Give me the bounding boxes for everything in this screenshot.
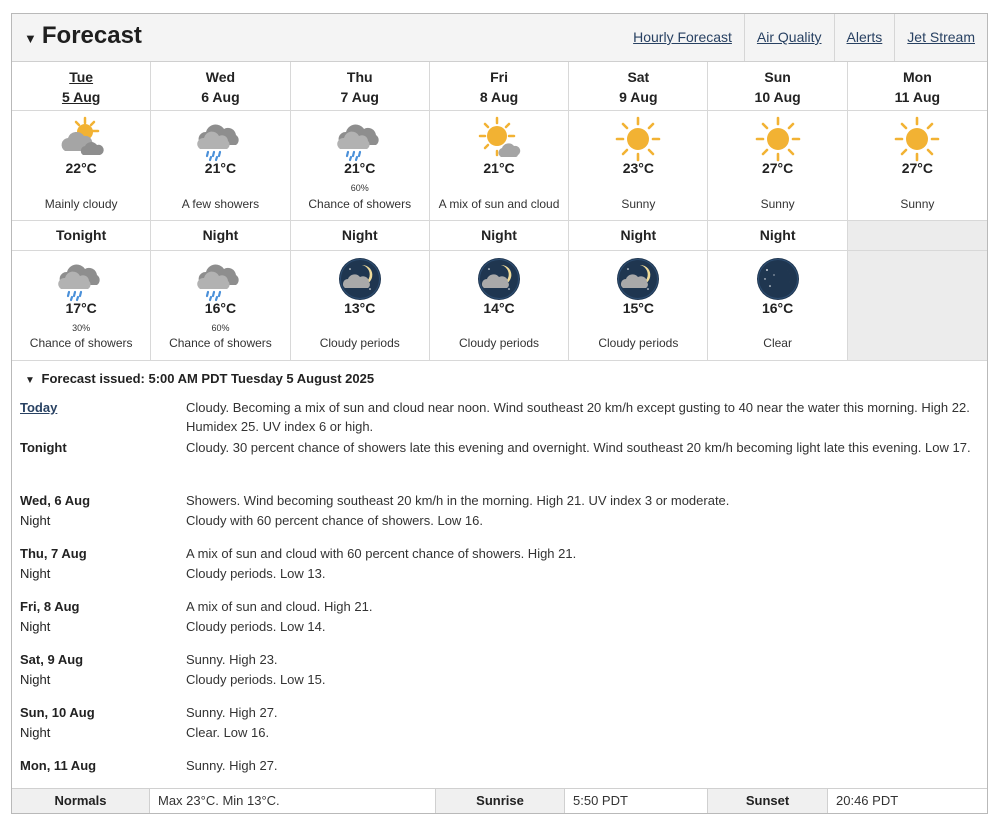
alerts-link[interactable]: Alerts: [834, 14, 895, 61]
day-temperature: 27°C: [901, 160, 934, 176]
day-date: 7 Aug: [340, 89, 379, 105]
rain-cloud-icon: [196, 255, 244, 303]
day-forecast-cell: [848, 111, 987, 221]
detail-text: A mix of sun and cloud with 60 percent chance of showers. High 21.: [186, 546, 577, 561]
night-header: Night: [569, 221, 708, 251]
night-forecast-cell: [151, 251, 290, 361]
precip-chance: 60%: [211, 323, 230, 333]
day-name: Fri: [490, 69, 508, 85]
normals-value: Max 23°C. Min 13°C.: [150, 789, 436, 813]
night-temperature: 15°C: [622, 300, 654, 316]
detail-text: Cloudy periods. Low 13.: [186, 566, 326, 581]
night-forecast-cell: [569, 251, 708, 361]
day-header: [708, 62, 847, 111]
jet-stream-link[interactable]: Jet Stream: [894, 14, 987, 61]
detail-text: Cloudy periods. Low 15.: [186, 672, 326, 687]
detail-text: Sunny. High 27.: [186, 705, 278, 720]
forecast-panel: [11, 13, 988, 814]
day-name: Thu: [346, 69, 373, 85]
detail-text: Cloudy. Becoming a mix of sun and cloud near noon. Wind southeast 20 km/h except gusting to 40 near the water this morning. High 22. Humidex 25. UV index 6 or high.: [186, 400, 970, 434]
night-summary: Clear: [763, 336, 792, 350]
precip-chance: 30%: [72, 323, 91, 333]
night-temperature: 16°C: [761, 300, 794, 316]
detail-text: Sunny. High 23.: [186, 652, 278, 667]
rain-cloud-icon: [336, 115, 384, 163]
detail-label: Fri, 8 Aug: [20, 599, 80, 614]
page-title: Forecast: [41, 22, 142, 49]
caret-down-icon: ▼: [24, 30, 37, 46]
detail-text: Clear. Low 16.: [186, 725, 270, 740]
night-temperature: 17°C: [65, 300, 97, 316]
day-name: Wed: [205, 69, 236, 85]
today-link[interactable]: Today: [20, 400, 58, 415]
detail-text: Showers. Wind becoming southeast 20 km/h in the morning. High 21. UV index 3 or moderate.: [186, 493, 730, 508]
moon-cloud-icon: [336, 255, 384, 303]
detail-text: Sunny. High 27.: [186, 758, 278, 773]
day-date: 11 Aug: [894, 89, 941, 105]
day-temperature: 21°C: [204, 160, 237, 176]
detail-label: Night: [20, 672, 51, 687]
detail-label: Night: [20, 513, 51, 528]
day-forecast-cell: [291, 111, 430, 221]
day-header: [151, 62, 290, 111]
day-forecast-cell: [708, 111, 847, 221]
empty-cell: [848, 251, 987, 361]
day-header: [569, 62, 708, 111]
day-header: [848, 62, 987, 111]
day-header-today[interactable]: [12, 62, 151, 111]
day-header-row: [12, 62, 987, 111]
day-header: [430, 62, 569, 111]
sun-small-cloud-icon: [475, 115, 523, 163]
night-forecast-cell: [291, 251, 430, 361]
day-date: 5 Aug: [61, 89, 101, 105]
day-date: 8 Aug: [479, 89, 519, 105]
normals-bar: [12, 788, 987, 813]
precip-chance: 60%: [350, 183, 369, 193]
forecast-grid: [12, 62, 987, 361]
sunset-value: 20:46 PDT: [836, 793, 899, 808]
rain-cloud-icon: [57, 255, 105, 303]
detail-label: Tonight: [20, 440, 67, 455]
night-temperature: 13°C: [344, 300, 376, 316]
sun-icon: [893, 115, 941, 163]
night-summary: Chance of showers: [29, 336, 133, 350]
caret-down-icon: ▼: [25, 375, 35, 386]
moon-clear-icon: [754, 255, 802, 303]
night-forecast-cell: [12, 251, 151, 361]
detail-label: Night: [20, 619, 51, 634]
detail-label: Thu, 7 Aug: [20, 546, 87, 561]
day-date: 10 Aug: [754, 89, 801, 105]
day-summary: Mainly cloudy: [44, 197, 118, 211]
sunrise-label: Sunrise: [436, 789, 565, 813]
day-temperature: 21°C: [344, 160, 376, 176]
day-header: [291, 62, 430, 111]
day-forecast-cell: [430, 111, 569, 221]
detail-label: Mon, 11 Aug: [20, 758, 97, 773]
sun-icon: [754, 115, 802, 163]
night-temperature: 14°C: [483, 300, 515, 316]
detail-text: Cloudy. 30 percent chance of showers late this evening and overnight. Wind southeast 20 km/h becoming light late this evening. Low 17.: [186, 440, 971, 455]
air-quality-link[interactable]: Air Quality: [744, 14, 834, 61]
forecast-issued-toggle[interactable]: [25, 371, 374, 386]
day-name: Mon: [902, 69, 932, 85]
detail-text: A mix of sun and cloud. High 21.: [186, 599, 373, 614]
night-header: Night: [708, 221, 847, 251]
day-temperature: 21°C: [483, 160, 515, 176]
night-forecast-cell: [708, 251, 847, 361]
day-forecast-row: [12, 111, 987, 221]
day-name: Sun: [764, 69, 791, 85]
sun-cloud-icon: [57, 115, 105, 163]
day-forecast-cell: [569, 111, 708, 221]
detail-label: Sun, 10 Aug: [20, 705, 95, 720]
night-header: Night: [291, 221, 430, 251]
night-summary: Cloudy periods: [319, 336, 400, 350]
night-header: Night: [430, 221, 569, 251]
day-date: 6 Aug: [201, 89, 240, 105]
forecast-issued-text: Forecast issued: 5:00 AM PDT Tuesday 5 August 2025: [41, 371, 375, 386]
night-forecast-row: [12, 251, 987, 361]
day-forecast-cell: [151, 111, 290, 221]
forecast-toggle[interactable]: [24, 22, 142, 50]
detail-label: Night: [20, 566, 51, 581]
night-header-row: [12, 221, 987, 251]
day-summary: A few showers: [181, 197, 260, 211]
day-summary: Sunny: [760, 197, 795, 211]
night-summary: Cloudy periods: [598, 336, 679, 350]
day-name: Sat: [627, 69, 650, 85]
day-date: 9 Aug: [619, 89, 658, 105]
night-summary: Cloudy periods: [459, 336, 540, 350]
moon-cloud-icon: [475, 255, 523, 303]
day-name: Tue: [69, 69, 94, 85]
day-summary: Chance of showers: [308, 197, 412, 211]
detail-label: Sat, 9 Aug: [20, 652, 84, 667]
sunset-label: Sunset: [708, 789, 828, 813]
night-forecast-cell: [430, 251, 569, 361]
detail-label: Night: [20, 725, 51, 740]
moon-cloud-icon: [614, 255, 662, 303]
sunrise-value: 5:50 PDT: [565, 789, 708, 813]
detail-text: Cloudy with 60 percent chance of showers. Low 16.: [186, 513, 484, 528]
day-temperature: 22°C: [65, 160, 97, 176]
day-temperature: 23°C: [622, 160, 654, 176]
day-temperature: 27°C: [761, 160, 794, 176]
night-header: Tonight: [12, 221, 151, 251]
detail-label: Wed, 6 Aug: [20, 493, 91, 508]
normals-label: Normals: [12, 789, 150, 813]
hourly-forecast-link[interactable]: Hourly Forecast: [633, 29, 732, 45]
day-summary: Sunny: [621, 197, 656, 211]
header-links: [621, 14, 987, 61]
rain-cloud-icon: [196, 115, 244, 163]
day-summary: Sunny: [900, 197, 935, 211]
night-header: Night: [151, 221, 290, 251]
detail-label: [20, 398, 180, 417]
forecast-header: [12, 14, 987, 62]
night-summary: Chance of showers: [169, 336, 272, 350]
sun-icon: [614, 115, 662, 163]
day-summary: A mix of sun and cloud: [438, 197, 560, 211]
day-forecast-cell: [12, 111, 151, 221]
empty-cell: [848, 221, 987, 251]
detail-text: Cloudy periods. Low 14.: [186, 619, 326, 634]
night-temperature: 16°C: [204, 300, 237, 316]
